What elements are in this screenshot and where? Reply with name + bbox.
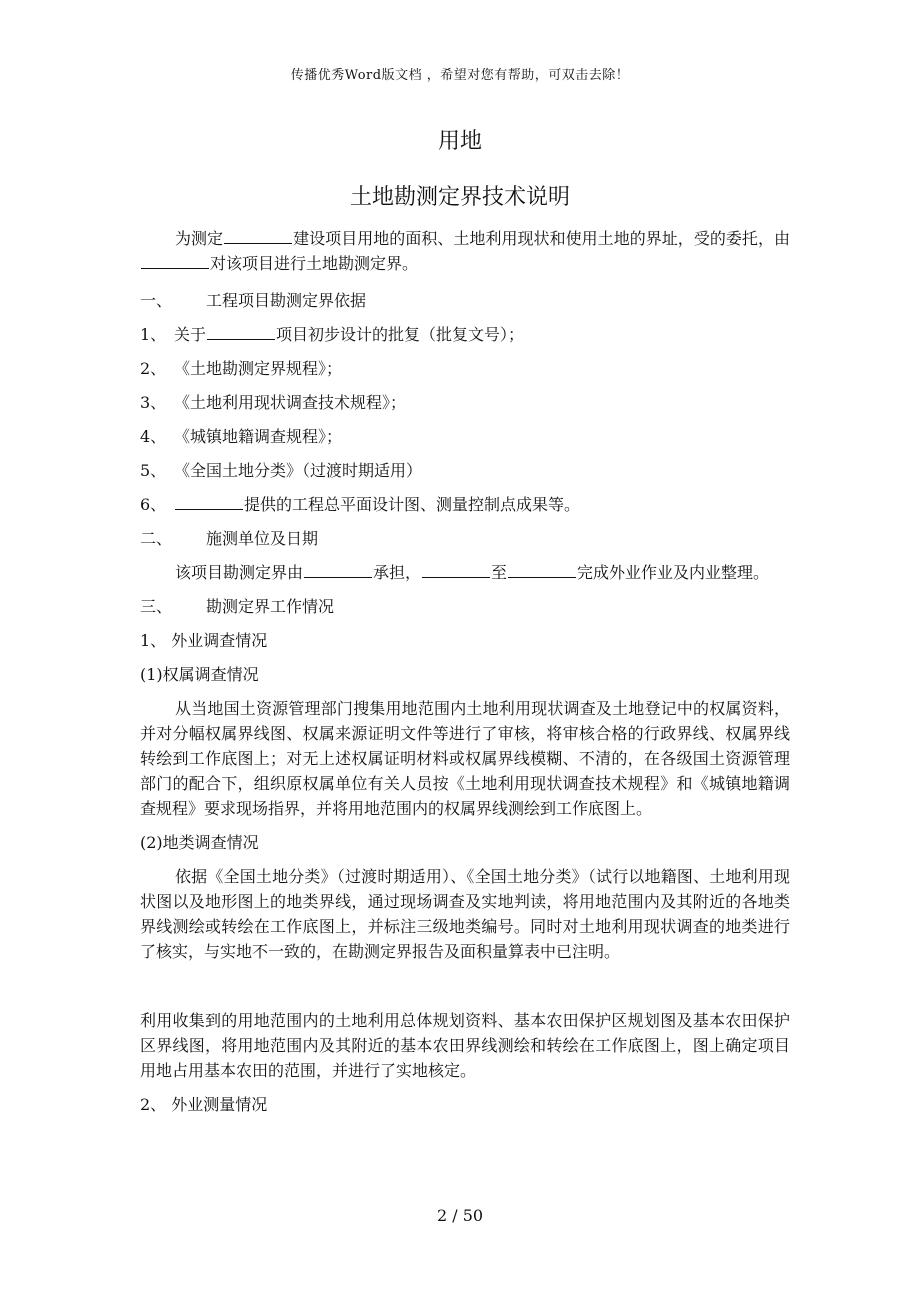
header-note: 传播优秀Word版文档 ，希望对您有帮助，可双击去除！ xyxy=(290,68,630,83)
list-item: 3、 《土地利用现状调查技术规程》； xyxy=(140,393,407,412)
blank-line xyxy=(508,560,576,578)
blank-line xyxy=(175,492,243,510)
farmland-paragraph: 利用收集到的用地范围内的土地利用总体规划资料、基本农田保护区规划图及基本农田保护区界线图，将用地范围内及其附近的基本农田界线测绘和转绘在工作底图上，图上确定项目用地占用基本农田的范围，并进行了实地核定。 xyxy=(140,1011,790,1080)
section-2-paragraph: 该项目勘测定界由 承担， 至 完成外业作业及内业整理。 xyxy=(140,560,790,585)
list-item: 4、 《城镇地籍调查规程》； xyxy=(140,427,343,446)
intro-paragraph: 为测定 建设项目用地的面积、土地利用现状和使用土地的界址，受的委托，由对该项目进行土地勘测定界。 xyxy=(140,226,790,276)
blank-line xyxy=(422,560,490,578)
ownership-survey-paragraph: 从当地国土资源管理部门搜集用地范围内土地利用现状调查及土地登记中的权属资料，并对分幅权属界线图、权属来源证明文件等进行了审核，将审核合格的行政界线、权属界线转绘到工作底图上；对无上述权属证明材料或权属界线模糊、不清的，在各级国土资源管理部门的配合下，组织原权属单位有关人员按《土地利用现状调查技术规程》和《城镇地籍调查规程》要求现场指界，并将用地范围内的权属界线测绘到工作底图上。 xyxy=(140,699,790,818)
document-subtitle: 土地勘测定界技术说明 xyxy=(349,185,570,210)
list-item: 1、 关于 项目初步设计的批复（批复文号）； xyxy=(140,322,790,347)
list-item: 6、 提供的工程总平面设计图、测量控制点成果等。 xyxy=(140,492,790,517)
section-1-heading: 一、 工程项目勘测定界依据 xyxy=(140,291,367,310)
subsection-heading: (2)地类调查情况 xyxy=(140,833,259,852)
subsection-heading: 1、 外业调查情况 xyxy=(140,631,268,650)
list-item: 5、 《全国土地分类》（过渡时期适用） xyxy=(140,461,423,480)
list-item: 2、 《土地勘测定界规程》； xyxy=(140,359,343,378)
blank-line xyxy=(141,251,209,269)
section-3-heading: 三、 勘测定界工作情况 xyxy=(140,597,335,616)
blank-line xyxy=(224,226,292,244)
section-2-heading: 二、 施测单位及日期 xyxy=(140,529,319,548)
blank-line xyxy=(304,560,372,578)
subsection-heading: 2、 外业测量情况 xyxy=(140,1095,268,1114)
blank-line xyxy=(207,322,275,340)
document-body xyxy=(140,226,790,1117)
land-type-survey-paragraph: 依据《全国土地分类》（过渡时期适用）、《全国土地分类》（试行以地籍图、土地利用现状图以及地形图上的地类界线，通过现场调查及实地判读，将用地范围内及其附近的各地类界线测绘或转绘在工作底图上，并标注三级地类编号。同时对土地利用现状调查的地类进行了核实，与实地不一致的，在勘测定界报告及面积量算表中已注明。 xyxy=(140,867,790,961)
subsection-heading: (1)权属调查情况 xyxy=(140,665,259,684)
page-number: 2 / 50 xyxy=(436,1206,484,1225)
document-title: 用地 xyxy=(437,129,482,154)
